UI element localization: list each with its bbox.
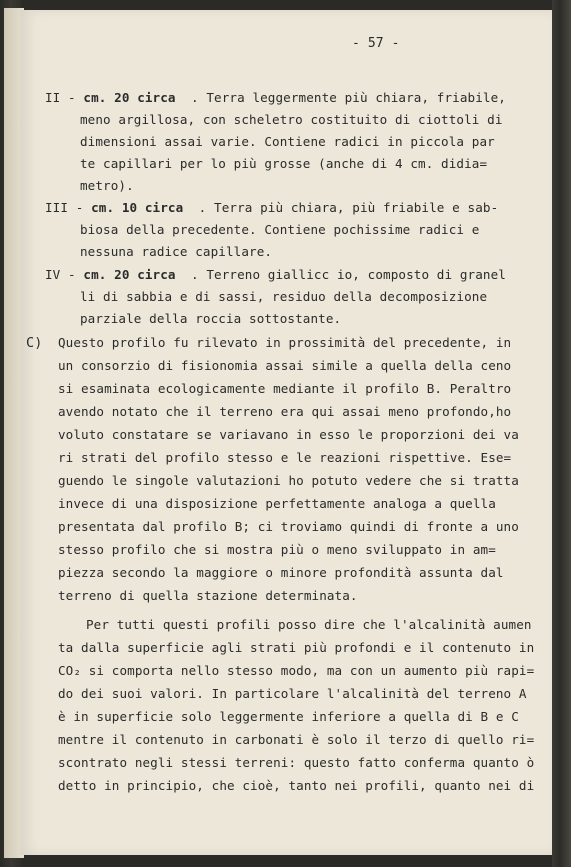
section-iii-line-2: nessuna radice capillare. [80, 244, 273, 259]
section-iii-depth: cm. 10 circa [91, 200, 184, 215]
paragraph-c-line-2: si esaminata ecologicamente mediante il profilo B. Peraltro [58, 381, 512, 396]
paragraph-c-line-9: stesso profilo che si mostra più o meno sviluppato in am= [58, 542, 496, 557]
paragraph-final-line-2: CO₂ si comporta nello stesso modo, ma con un aumento più rapi= [58, 663, 535, 678]
section-ii-line-2: dimensioni assai varie. Contiene radici in piccola par [80, 134, 495, 149]
paragraph-c-line-3: avendo notato che il terreno era qui assai meno profondo,ho [58, 404, 512, 419]
paragraph-final-line-6: scontrato negli stessi terreni: questo fatto conferma quanto ò [58, 755, 535, 770]
paragraph-final-line-5: mentre il contenuto in carbonati è solo il terzo di quello ri= [58, 732, 535, 747]
paragraph-c-line-8: presentata dal profilo B; ci troviamo quindi di fronte a uno [58, 519, 519, 534]
section-ii-dash: - [60, 90, 84, 105]
paragraph-final-line-0: Per tutti questi profili posso dire che l'alcalinità aumen [86, 617, 532, 632]
paragraph-c-line-7: invece di una disposizione perfettamente analoga a quella [58, 496, 496, 511]
section-iv-header [45, 267, 506, 282]
paragraph-c-label: C) [26, 335, 43, 351]
section-iii-dash: - [68, 200, 92, 215]
section-ii-line-1: meno argillosa, con scheletro costituito di ciottoli di [80, 112, 503, 127]
paragraph-final-line-4: è in superficie solo leggermente inferiore a quella di B e C [58, 709, 519, 724]
paragraph-final-line-1: ta dalla superficie agli strati più profondi e il contenuto in [58, 640, 535, 655]
section-ii-label: II [45, 90, 61, 105]
section-iii-header [45, 200, 498, 215]
section-ii-line-3: te capillari per lo più grosse (anche di 4 cm. didia= [80, 156, 488, 171]
paragraph-c-line-5: ri strati del profilo stesso e le reazioni rispettive. Ese= [58, 450, 512, 465]
section-ii-line-4: metro). [80, 178, 134, 193]
paragraph-final-line-3: do dei suoi valori. In particolare l'alcalinità del terreno A [58, 686, 527, 701]
section-iii-line-1: biosa della precedente. Contiene pochissime radici e [80, 222, 480, 237]
section-iv-line-0: . Terreno giallicc io, composto di granel [190, 267, 506, 282]
page-number: - 57 - [352, 36, 400, 51]
paragraph-final-line-7: detto in principio, che cioè, tanto nei profili, quanto nei di [58, 778, 535, 793]
section-ii-line-0: . Terra leggermente più chiara, friabile, [190, 90, 506, 105]
section-iii-label: III [45, 200, 69, 215]
paragraph-c-line-0: Questo profilo fu rilevato in prossimità del precedente, in [58, 335, 512, 350]
paragraph-c-line-1: un consorzio di fisionomia assai simile a quella della ceno [58, 358, 512, 373]
section-iv-label: IV [45, 267, 61, 282]
section-iv-dash: - [60, 267, 84, 282]
section-ii-depth: cm. 20 circa [83, 90, 176, 105]
section-ii-header [45, 90, 506, 105]
section-iv-line-1: li di sabbia e di sassi, residuo della decomposizione [80, 289, 488, 304]
section-iii-line-0: . Terra più chiara, più friabile e sab- [198, 200, 499, 215]
paragraph-c-line-11: terreno di quella stazione determinata. [58, 588, 358, 603]
section-iv-depth: cm. 20 circa [83, 267, 176, 282]
scanner-right-border [552, 0, 571, 867]
paragraph-c-line-10: piezza secondo la maggiore o minore profondità assunta dal [58, 565, 504, 580]
section-iv-line-2: parziale della roccia sottostante. [80, 311, 342, 326]
paragraph-c-line-4: voluto constatare se variavano in esso le proporzioni dei va [58, 427, 519, 442]
paragraph-c-line-6: guendo le singole valutazioni ho potuto vedere che si tratta [58, 473, 519, 488]
